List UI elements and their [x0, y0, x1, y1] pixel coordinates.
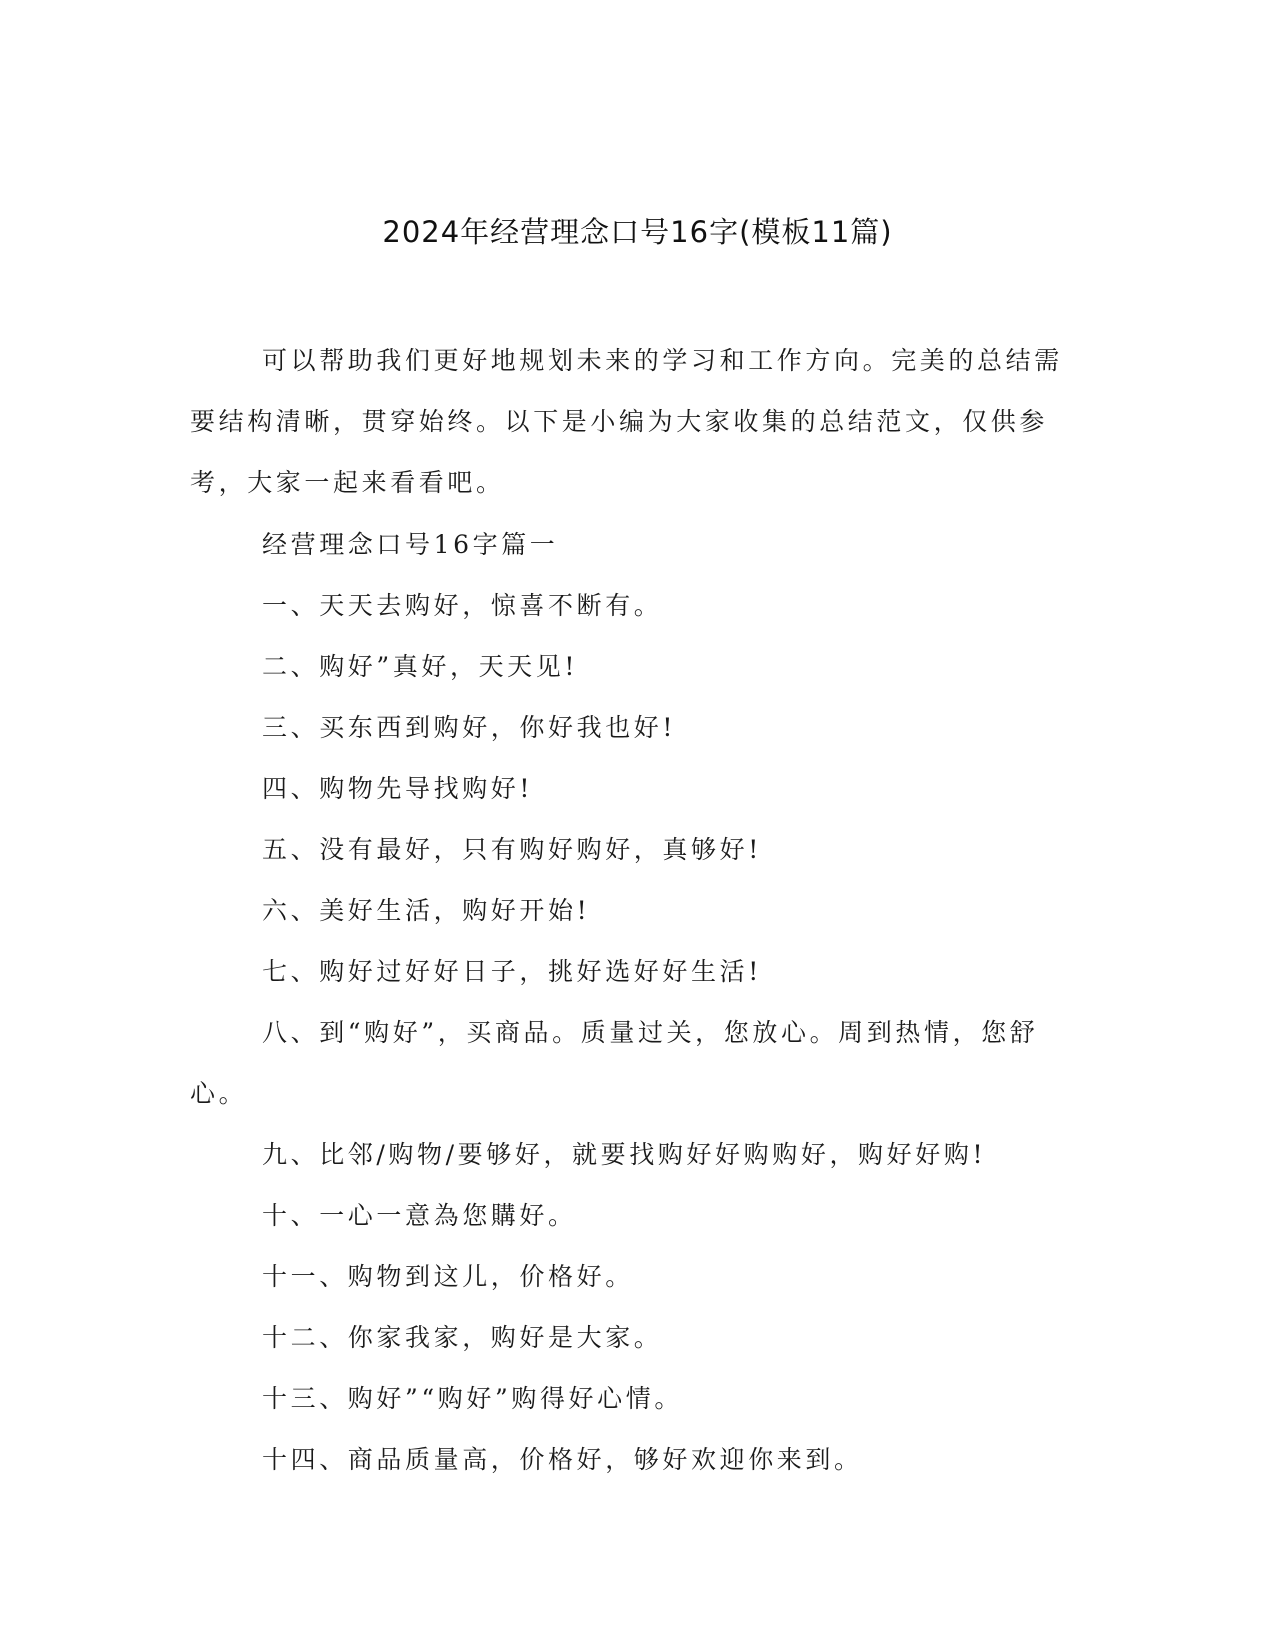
list-item: 二、购好”真好，天天见!	[262, 652, 579, 681]
document-title: 2024年经营理念口号16字(模板11篇)	[382, 215, 893, 249]
list-item: 三、买东西到购好，你好我也好!	[262, 713, 677, 742]
list-item: 十四、商品质量高，价格好，够好欢迎你来到。	[262, 1445, 863, 1474]
list-item: 十、一心一意為您購好。	[262, 1201, 577, 1230]
list-item: 四、购物先导找购好!	[262, 774, 534, 803]
list-item: 九、比邻/购物/要够好，就要找购好好购购好，购好好购!	[262, 1140, 987, 1169]
list-item: 八、到“购好”，买商品。质量过关，您放心。周到热情，您舒心。	[190, 1018, 1039, 1108]
list-item: 六、美好生活，购好开始!	[262, 896, 591, 925]
section-heading: 经营理念口号16字篇一	[262, 530, 559, 559]
list-item: 一、天天去购好，惊喜不断有。	[262, 591, 663, 620]
intro-paragraph: 可以帮助我们更好地规划未来的学习和工作方向。完美的总结需要结构清晰，贯穿始终。以下是小编为大家收集的总结范文，仅供参考，大家一起来看看吧。	[190, 346, 1063, 497]
list-item: 十三、购好”“购好”购得好心情。	[262, 1384, 683, 1413]
slogan-list	[190, 514, 1070, 1490]
list-item: 七、购好过好好日子，挑好选好好生活!	[262, 957, 762, 986]
list-item: 十一、购物到这儿，价格好。	[262, 1262, 634, 1291]
list-item: 五、没有最好，只有购好购好，真够好!	[262, 835, 762, 864]
list-item: 十二、你家我家，购好是大家。	[262, 1323, 663, 1352]
